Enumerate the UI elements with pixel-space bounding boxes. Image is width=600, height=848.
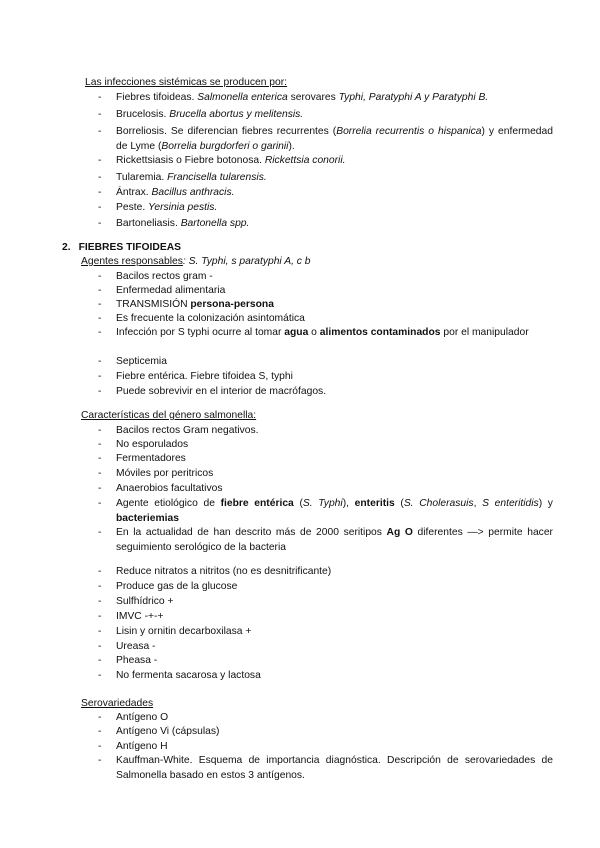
list-item: - IMVC -+-+ — [98, 610, 553, 625]
list-item: - Móviles por peritricos — [98, 467, 553, 482]
list-item: - Pheasa - — [98, 654, 553, 669]
bullet-dash: - — [98, 755, 102, 766]
list-item: - Brucelosis. Brucella abortus y melitensis. — [98, 108, 553, 123]
bullet-dash: - — [98, 483, 102, 494]
bullet-dash: - — [98, 425, 102, 436]
bullet-dash: - — [98, 126, 102, 137]
bullet-dash: - — [98, 453, 102, 464]
list-item: - En la actualidad de han descrito más de 2000 seritipos Ag O diferentes —> permite hacer seguimiento serológico de la bacteria — [98, 526, 553, 555]
list-item: - Produce gas de la glucose — [98, 580, 553, 595]
section-title-text: FIEBRES TIFOIDEAS — [78, 242, 181, 253]
section-title — [62, 242, 181, 253]
bullet-dash: - — [98, 109, 102, 120]
bullet-dash: - — [98, 596, 102, 607]
list-item: - Septicemia — [98, 355, 553, 370]
bullet-dash: - — [98, 299, 102, 310]
list-item: - Bacilos rectos gram - — [98, 270, 553, 285]
bullet-dash: - — [98, 581, 102, 592]
bullet-dash: - — [98, 611, 102, 622]
list-item: - Tularemia. Francisella tularensis. — [98, 171, 553, 186]
list-item: - Antígeno O — [98, 711, 553, 726]
list-item: - TRANSMISIÓN persona-persona — [98, 298, 553, 313]
section-number: 2. — [62, 242, 71, 253]
bullet-dash: - — [98, 155, 102, 166]
list-item: - Antígeno H — [98, 740, 553, 755]
list-item: - Sulfhídrico + — [98, 595, 553, 610]
list-item: - Puede sobrevivir en el interior de macrófagos. — [98, 385, 553, 400]
bullet-dash: - — [98, 218, 102, 229]
list-item: - No fermenta sacarosa y lactosa — [98, 669, 553, 684]
bullet-dash: - — [98, 271, 102, 282]
list-item: - Peste. Yersinia pestis. — [98, 201, 553, 216]
list-item: - Antígeno Vi (cápsulas) — [98, 725, 553, 740]
bullet-dash: - — [98, 285, 102, 296]
list-item: - No esporulados — [98, 438, 553, 453]
list-item: - Bacilos rectos Gram negativos. — [98, 424, 553, 439]
bullet-dash: - — [98, 626, 102, 637]
bullet-dash: - — [98, 726, 102, 737]
bullet-dash: - — [98, 386, 102, 397]
list-item: - Es frecuente la colonización asintomática — [98, 312, 553, 327]
bullet-dash: - — [98, 371, 102, 382]
list-item: - Enfermedad alimentaria — [98, 284, 553, 299]
list-item: - Borreliosis. Se diferencian fiebres recurrentes (Borrelia recurrentis o hispanica) y enfermedad de Lyme (Borrelia burgdorferi o garinii). — [98, 125, 553, 154]
serovariedades-heading: Serovariedades — [81, 698, 154, 709]
bullet-dash: - — [98, 527, 102, 538]
list-item: - Kauffman-White. Esquema de importancia diagnóstica. Descripción de serovariedades de Salmonella basado en estos 3 antígenos. — [98, 754, 553, 783]
bullet-dash: - — [98, 356, 102, 367]
list-item: - Reduce nitratos a nitritos (no es desnitrificante) — [98, 565, 553, 580]
bullet-dash: - — [98, 566, 102, 577]
section-heading-infecciones: Las infecciones sistémicas se producen por: — [85, 77, 288, 88]
bullet-dash: - — [98, 498, 102, 509]
bullet-dash: - — [98, 641, 102, 652]
bullet-dash: - — [98, 172, 102, 183]
bullet-dash: - — [98, 670, 102, 681]
list-item: - Lisin y ornitin decarboxilasa + — [98, 625, 553, 640]
list-item: - Fermentadores — [98, 452, 553, 467]
bullet-dash: - — [98, 327, 102, 338]
list-item: - Fiebre entérica. Fiebre tifoidea S, typhi — [98, 370, 553, 385]
list-item: - Ureasa - — [98, 640, 553, 655]
bullet-dash: - — [98, 92, 102, 103]
bullet-dash: - — [98, 187, 102, 198]
agentes-value: : S. Typhi, s paratyphi A, c b — [182, 256, 311, 267]
caracteristicas-heading: Características del género salmonella: — [81, 410, 257, 421]
list-item: - Agente etiológico de fiebre entérica (S. Typhi), enteritis (S. Cholerasuis, S enteritidis) y bacteriemias — [98, 497, 553, 526]
list-item: - Infección por S typhi ocurre al tomar agua o alimentos contaminados por el manipulador — [98, 326, 553, 341]
bullet-dash: - — [98, 655, 102, 666]
bullet-dash: - — [98, 313, 102, 324]
bullet-dash: - — [98, 439, 102, 450]
agentes-label: Agentes responsables — [81, 256, 183, 267]
bullet-dash: - — [98, 202, 102, 213]
list-item: - Bartoneliasis. Bartonella spp. — [98, 217, 553, 232]
list-item: - Rickettsiasis o Fiebre botonosa. Rickettsia conorii. — [98, 154, 553, 169]
bullet-dash: - — [98, 741, 102, 752]
list-item: - Fiebres tifoideas. Salmonella enterica serovares Typhi, Paratyphi A y Paratyphi B. — [98, 91, 553, 106]
list-item: - Anaerobios facultativos — [98, 482, 553, 497]
bullet-dash: - — [98, 468, 102, 479]
list-item: - Ántrax. Bacillus anthracis. — [98, 186, 553, 201]
agentes-line — [81, 256, 311, 267]
bullet-dash: - — [98, 712, 102, 723]
